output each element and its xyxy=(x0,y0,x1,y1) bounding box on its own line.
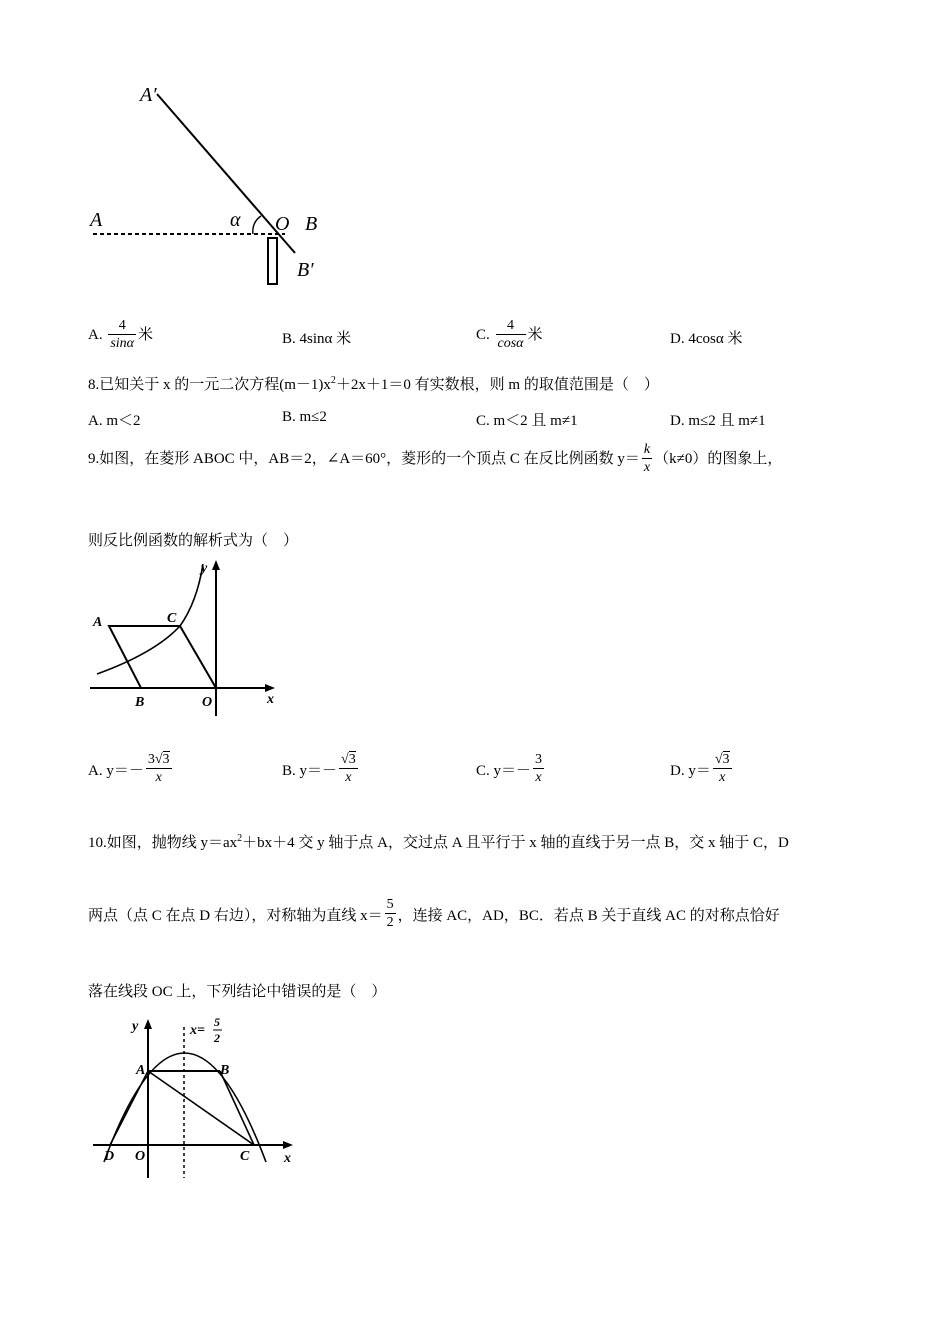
hyperbola-curve xyxy=(97,564,203,674)
q9-option-a[interactable]: A. y＝－ $\frac{3√3}{x}$ xyxy=(88,752,170,785)
label-axis-num: 5 xyxy=(214,1015,220,1029)
label-a: A xyxy=(90,209,103,231)
q7-option-d[interactable]: D. 4cosα 米 xyxy=(670,331,743,347)
y-arrow-icon xyxy=(144,1019,152,1029)
label-a: A xyxy=(136,1063,146,1078)
label-o: O xyxy=(275,213,290,235)
label-c: C xyxy=(240,1149,250,1164)
post-rect xyxy=(268,238,277,284)
label-b: B xyxy=(305,213,318,235)
rhombus xyxy=(109,626,216,688)
q9-option-b[interactable]: B. y＝－ $\frac{√3}{x}$ xyxy=(282,752,356,785)
figure-q7 xyxy=(85,78,345,293)
label-o: O xyxy=(202,695,213,710)
x-arrow-icon xyxy=(265,684,275,692)
fraction: $\frac{4}{\sin\alpha}$ xyxy=(110,318,135,351)
label-y: y xyxy=(132,1019,139,1034)
fraction: $\frac{k}{x}$ xyxy=(643,442,651,475)
figure-q9 xyxy=(85,558,285,718)
label-b: B xyxy=(220,1063,230,1078)
q8-option-a[interactable]: A. m＜2 xyxy=(88,413,141,429)
label-y: y xyxy=(201,561,208,576)
q8-option-b[interactable]: B. m≤2 xyxy=(282,409,327,425)
q7-option-b[interactable]: B. 4sinα 米 xyxy=(282,331,352,347)
q10-stem-line3: 落在线段 OC 上，下列结论中错误的是（ ） xyxy=(88,984,387,1000)
label-a-prime: A′ xyxy=(140,84,157,106)
figure-q10 xyxy=(88,1012,298,1182)
q10-stem-line2: 两点（点 C 在点 D 右边），对称轴为直线 x＝ $\frac{5}{2}$ ，连接 AC，AD，BC．若点 B 关于直线 AC 的对称点恰好 xyxy=(88,897,780,930)
label-axis: x= xyxy=(190,1023,205,1038)
label-x: x xyxy=(284,1151,291,1166)
q9-option-d[interactable]: D. y＝ $\frac{√3}{x}$ xyxy=(670,752,730,785)
label-b-prime: B′ xyxy=(297,259,314,281)
q9-stem: 9.如图，在菱形 ABOC 中，AB＝2，∠A＝60°，菱形的一个顶点 C 在反比例函数 y＝ $\frac{k}{x}$ （k≠0）的图象上， xyxy=(88,442,783,475)
fraction: $\frac{√3}{x}$ xyxy=(341,752,356,785)
label-c: C xyxy=(167,611,177,626)
segment-ad xyxy=(110,1071,148,1145)
label-o: O xyxy=(135,1149,146,1164)
q8-stem: 8.已知关于 x 的一元二次方程$(m-1)x^2+2x+1=0$ 有实数根，则 m 的取值范围是（ ） xyxy=(88,375,659,393)
fraction: $\frac{4}{\cos\alpha}$ xyxy=(497,318,524,351)
q10-stem-line1: 10.如图，抛物线 $y=ax^2+bx+4$ 交 y 轴于点 A，交过点 A 且平行于 x 轴的直线于另一点 B，交 x 轴于 C，D xyxy=(88,833,789,851)
q8-option-d[interactable]: D. m≤2 且 m≠1 xyxy=(670,413,766,429)
segment-ac xyxy=(148,1071,254,1145)
fraction: $\frac{5}{2}$ xyxy=(386,897,394,930)
x-arrow-icon xyxy=(283,1141,293,1149)
angle-arc xyxy=(253,216,261,234)
q8-option-c[interactable]: C. m＜2 且 m≠1 xyxy=(476,413,578,429)
label-x: x xyxy=(267,692,274,707)
label-alpha: α xyxy=(230,209,241,231)
y-arrow-icon xyxy=(212,560,220,570)
q9-stem-cont: 则反比例函数的解析式为（ ） xyxy=(88,533,299,549)
q7-option-c[interactable]: C. $\frac{4}{\cos\alpha}$ 米 xyxy=(476,318,543,351)
label-b: B xyxy=(135,695,145,710)
q7-option-a[interactable]: A. $\frac{4}{\sin\alpha}$ 米 xyxy=(88,318,154,351)
fraction: $\frac{3}{x}$ xyxy=(535,752,543,785)
label-d: D xyxy=(104,1149,115,1164)
fraction: $\frac{3√3}{x}$ xyxy=(147,752,170,785)
label-axis-den: 2 xyxy=(214,1031,220,1045)
fraction: $\frac{√3}{x}$ xyxy=(714,752,730,785)
label-a: A xyxy=(93,615,103,630)
q9-option-c[interactable]: C. y＝－ $\frac{3}{x}$ xyxy=(476,752,543,785)
